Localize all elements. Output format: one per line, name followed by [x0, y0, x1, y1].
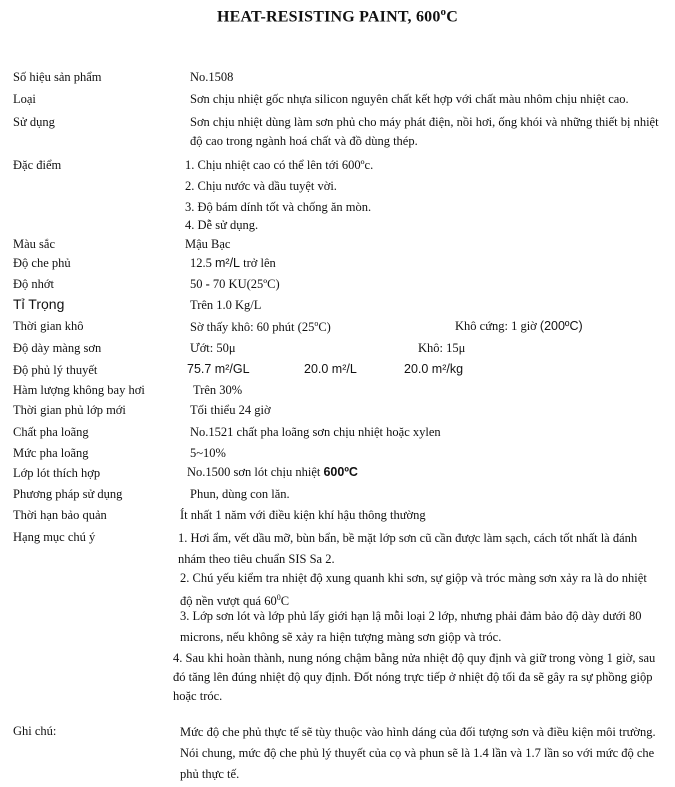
label-method: Phương pháp sử dụng [13, 487, 123, 501]
page-title: HEAT-RESISTING PAINT, 600$^o$C [216, 6, 459, 26]
note-item-3: 3. Lớp sơn lót và lớp phủ lấy giới hạn lậ mỗi loại 2 lớp, nhưng phải đảm bảo độ dày dưới 80 microns, nếu không sẽ xảy ra hiện tượng màng sơn giộp và tróc. [180, 609, 642, 644]
label-primer: Lớp lót thích hợp [13, 466, 101, 480]
label-thickness: Độ dày màng sơn [13, 341, 102, 355]
value-dry-thickness: Khô: 15μ [418, 341, 466, 355]
value-product-no: No.1508 [190, 70, 234, 84]
value-coverage: 12.5 m²/L trở lên [190, 256, 276, 270]
value-viscosity: 50 - 70 KU(25ºC) [190, 277, 280, 291]
feature-item-1: 1. Chịu nhiệt cao có thể lên tới 600ºc. [185, 158, 374, 172]
label-dry-time: Thời gian khô [13, 319, 84, 333]
feature-item-4: 4. Dễ sử dụng. [185, 218, 259, 232]
label-viscosity: Độ nhớt [13, 277, 54, 291]
value-touch-dry: Sờ thấy khô: 60 phút (25$^o$C) [190, 319, 331, 335]
value-density: Trên 1.0 Kg/L [190, 298, 262, 312]
label-product-no: Số hiệu sản phẩm [13, 70, 102, 84]
label-features: Đặc điểm [13, 158, 62, 172]
value-method: Phun, dùng con lăn. [190, 487, 290, 501]
value-non-volatile: Trên 30% [193, 383, 243, 397]
label-thin-ratio: Mức pha loãng [13, 446, 89, 460]
label-type: Loại [13, 92, 36, 106]
value-storage: Ít nhất 1 năm với điều kiện khí hậu thông thường [180, 508, 426, 522]
label-notes: Hạng mục chú ý [13, 530, 96, 544]
value-type: Sơn chịu nhiệt gốc nhựa silicon nguyên chất kết hợp với chất màu nhôm chịu nhiệt cao. [190, 92, 629, 106]
value-remark: Mức độ che phủ thực tế sẽ tùy thuộc vào hình dáng của đối tượng sơn và điều kiện môi trường. Nói chung, mức độ che phủ lý thuyết của cọ và phun sẽ là 1.4 lần và 1.7 lần so với mức độ che phủ thực tế. [180, 725, 656, 781]
feature-item-2: 2. Chịu nước và dầu tuyệt vời. [185, 179, 337, 193]
value-coverage-l: 20.0 m²/L [304, 362, 357, 376]
value-thin-ratio: 5~10% [190, 446, 226, 460]
label-remark: Ghi chú: [13, 724, 57, 738]
label-non-volatile: Hàm lượng không bay hơi [13, 383, 145, 397]
label-storage: Thời hạn bảo quản [13, 508, 107, 522]
value-usage: Sơn chịu nhiệt dùng làm sơn phủ cho máy phát điện, nồi hơi, ống khói và những thiết bị nhiệt độ cao trong ngành hoá chất và đồ dùng thép. [190, 115, 659, 148]
label-thinner: Chất pha loãng [13, 425, 89, 439]
label-density: Tỉ Trọng [13, 296, 65, 312]
note-item-4: 4. Sau khi hoàn thành, nung nóng chậm bằng nửa nhiệt độ quy định và giữ trong vòng 1 giờ, sau đó tăng lên đúng nhiệt độ quy định. Đốt nóng trực tiếp ở nhiệt độ tối đa sẽ gây ra sự phồng giộp hoặc tróc. [173, 651, 656, 703]
feature-item-3: 3. Độ bám dính tốt và chống ăn mòn. [185, 200, 372, 214]
value-hard-dry: Khô cứng: 1 giờ (200ºC) [455, 319, 583, 333]
label-usage: Sử dụng [13, 115, 55, 129]
label-recoat: Thời gian phủ lớp mới [13, 403, 126, 417]
value-primer: No.1500 sơn lót chịu nhiệt 600ºC [187, 465, 358, 479]
value-recoat: Tối thiểu 24 giờ [190, 403, 271, 417]
label-theoretical-coverage: Độ phủ lý thuyết [13, 363, 98, 377]
value-thinner: No.1521 chất pha loãng sơn chịu nhiệt hoặc xylen [190, 425, 441, 439]
label-color: Màu sắc [13, 237, 55, 251]
note-item-1: 1. Hơi ẩm, vết dầu mỡ, bùn bẩn, bề mặt lớp sơn cũ cần được làm sạch, cách tốt nhất là đánh nhám theo tiêu chuẩn SIS Sa 2. [178, 531, 638, 566]
value-coverage-kg: 20.0 m²/kg [404, 362, 464, 376]
value-wet-thickness: Ướt: 50μ [190, 341, 236, 355]
label-coverage: Độ che phủ [13, 256, 71, 270]
value-coverage-gl: 75.7 m²/GL [187, 362, 250, 376]
note-item-2: 2. Chú yếu kiểm tra nhiệt độ xung quanh khi sơn, sự giộp và tróc màng sơn xảy ra là do nhiệt độ nền vượt quá $60^0C$ [180, 571, 647, 609]
value-color: Mậu Bạc [185, 237, 231, 251]
